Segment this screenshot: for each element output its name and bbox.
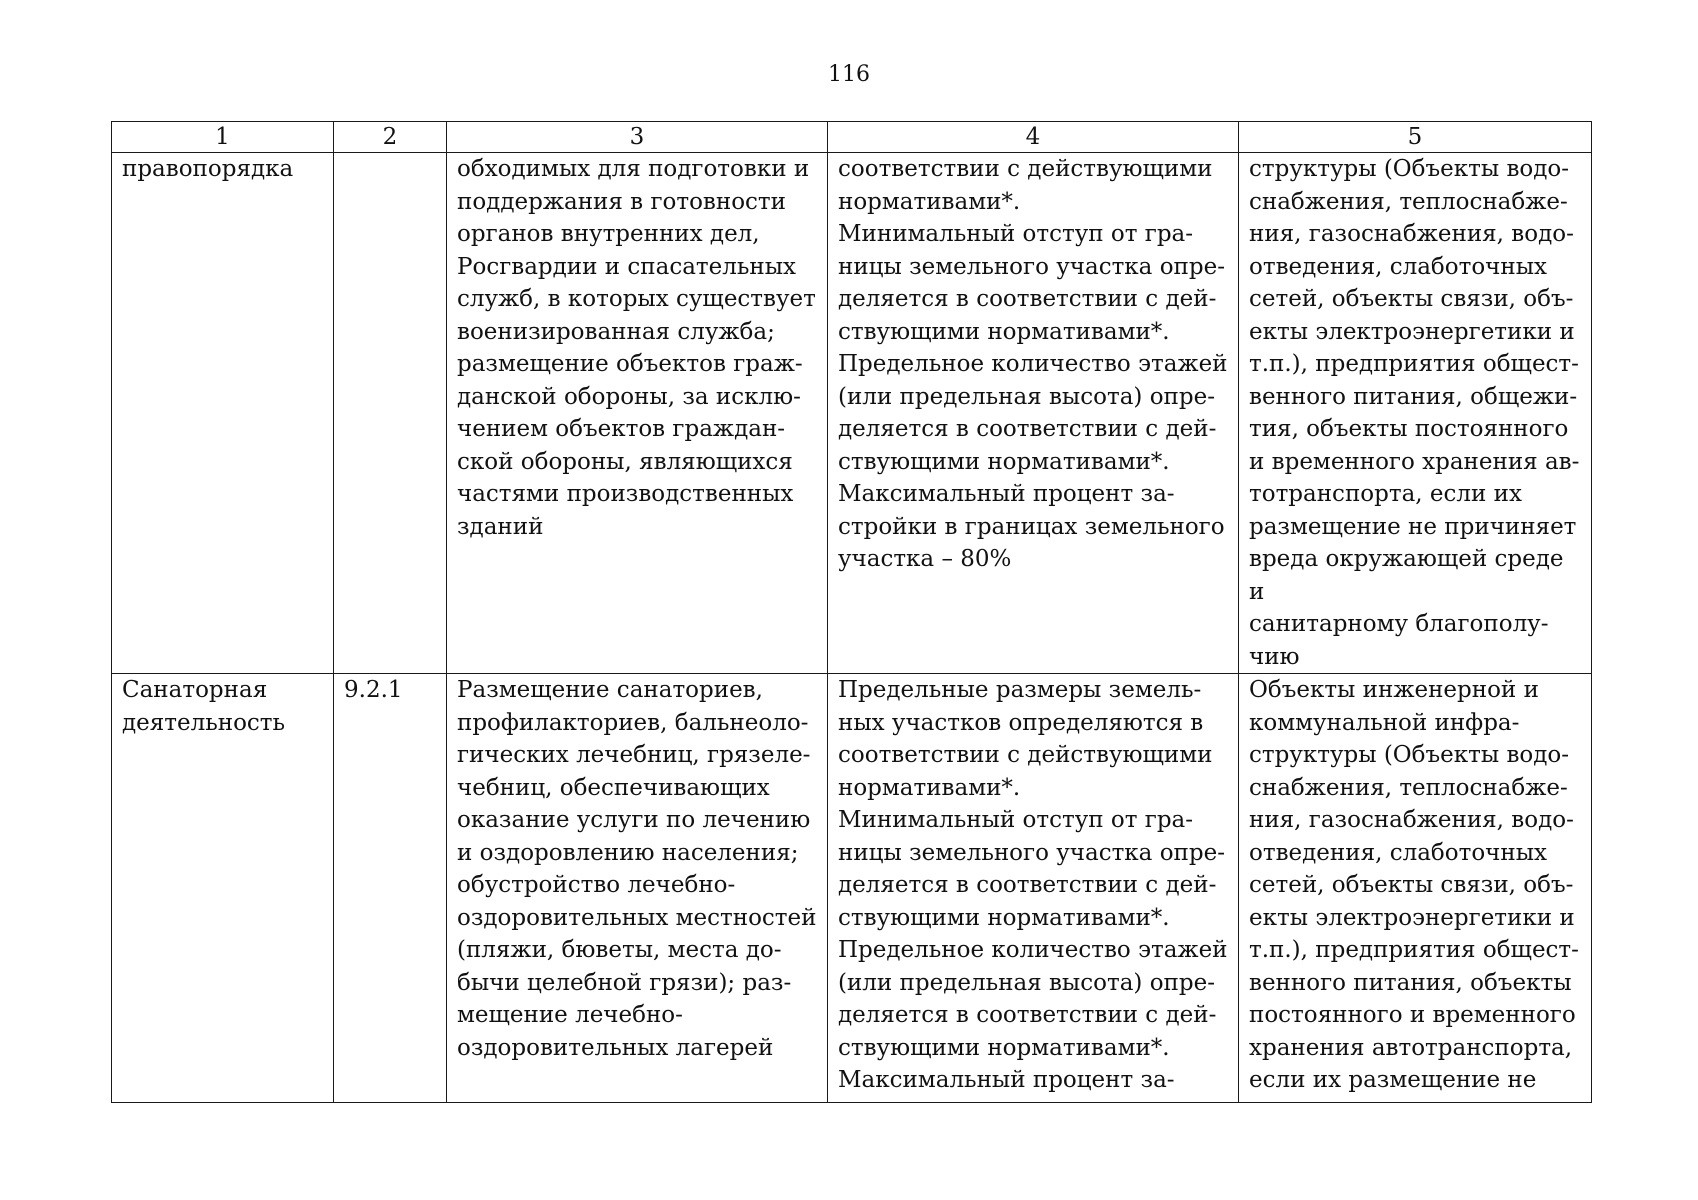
table-row bbox=[112, 674, 1592, 1103]
parameters-cell: Предельные размеры земель- ных участков определяются в соответствии с действующими нормативами*. Минимальный отступ от гра- ницы земельного участка опре- деляется в соответствии с дей- ствующими нормативами*. Предельное количество этажей (или предельная высота) опре- деляется в соответствии с дей- ствующими нормативами*. Максимальный процент за- bbox=[828, 674, 1239, 1103]
column-header-2: 2 bbox=[334, 122, 447, 153]
use-description-cell: обходимых для подготовки и поддержания в готовности органов внутренних дел, Росгвардии и спасательных служб, в которых существует военизированная служба; размещение объектов граж- данской обороны, за исклю- чением объектов граждан- ской обороны, являющихся частями производственных зданий bbox=[447, 153, 828, 674]
page-number: 116 bbox=[828, 62, 870, 87]
table-row bbox=[112, 153, 1592, 674]
column-header-3: 3 bbox=[447, 122, 828, 153]
land-use-table bbox=[111, 121, 1592, 1103]
column-header-4: 4 bbox=[828, 122, 1239, 153]
parameters-cell: соответствии с действующими нормативами*. Минимальный отступ от гра- ницы земельного участка опре- деляется в соответствии с дей- ствующими нормативами*. Предельное количество этажей (или предельная высота) опре- деляется в соответствии с дей- ствующими нормативами*. Максимальный процент за- стройки в границах земельного участка – 80% bbox=[828, 153, 1239, 674]
use-code-cell: 9.2.1 bbox=[334, 674, 447, 1103]
use-name-cell: правопорядка bbox=[112, 153, 334, 674]
auxiliary-uses-cell: Объекты инженерной и коммунальной инфра- структуры (Объекты водо- снабжения, теплоснабже- ния, газоснабжения, водо- отведения, слаботочных сетей, объекты связи, объ- екты электроэнергетики и т.п.), предприятия общест- венного питания, объекты постоянного и временного хранения автотранспорта, если их размещение не bbox=[1239, 674, 1592, 1103]
column-header-5: 5 bbox=[1239, 122, 1592, 153]
table-header-row bbox=[112, 122, 1592, 153]
use-description-cell: Размещение санаториев, профилакториев, бальнеоло- гических лечебниц, грязеле- чебниц, обеспечивающих оказание услуги по лечению и оздоровлению населения; обустройство лечебно- оздоровительных местностей (пляжи, бюветы, места до- бычи целебной грязи); раз- мещение лечебно- оздоровительных лагерей bbox=[447, 674, 828, 1103]
use-name-cell: Санаторная деятельность bbox=[112, 674, 334, 1103]
auxiliary-uses-cell: структуры (Объекты водо- снабжения, теплоснабже- ния, газоснабжения, водо- отведения, слаботочных сетей, объекты связи, объ- екты электроэнергетики и т.п.), предприятия общест- венного питания, общежи- тия, объекты постоянного и временного хранения ав- тотранспорта, если их размещение не причиняет вреда окружающей среде и санитарному благополу- чию bbox=[1239, 153, 1592, 674]
use-code-cell bbox=[334, 153, 447, 674]
column-header-1: 1 bbox=[112, 122, 334, 153]
